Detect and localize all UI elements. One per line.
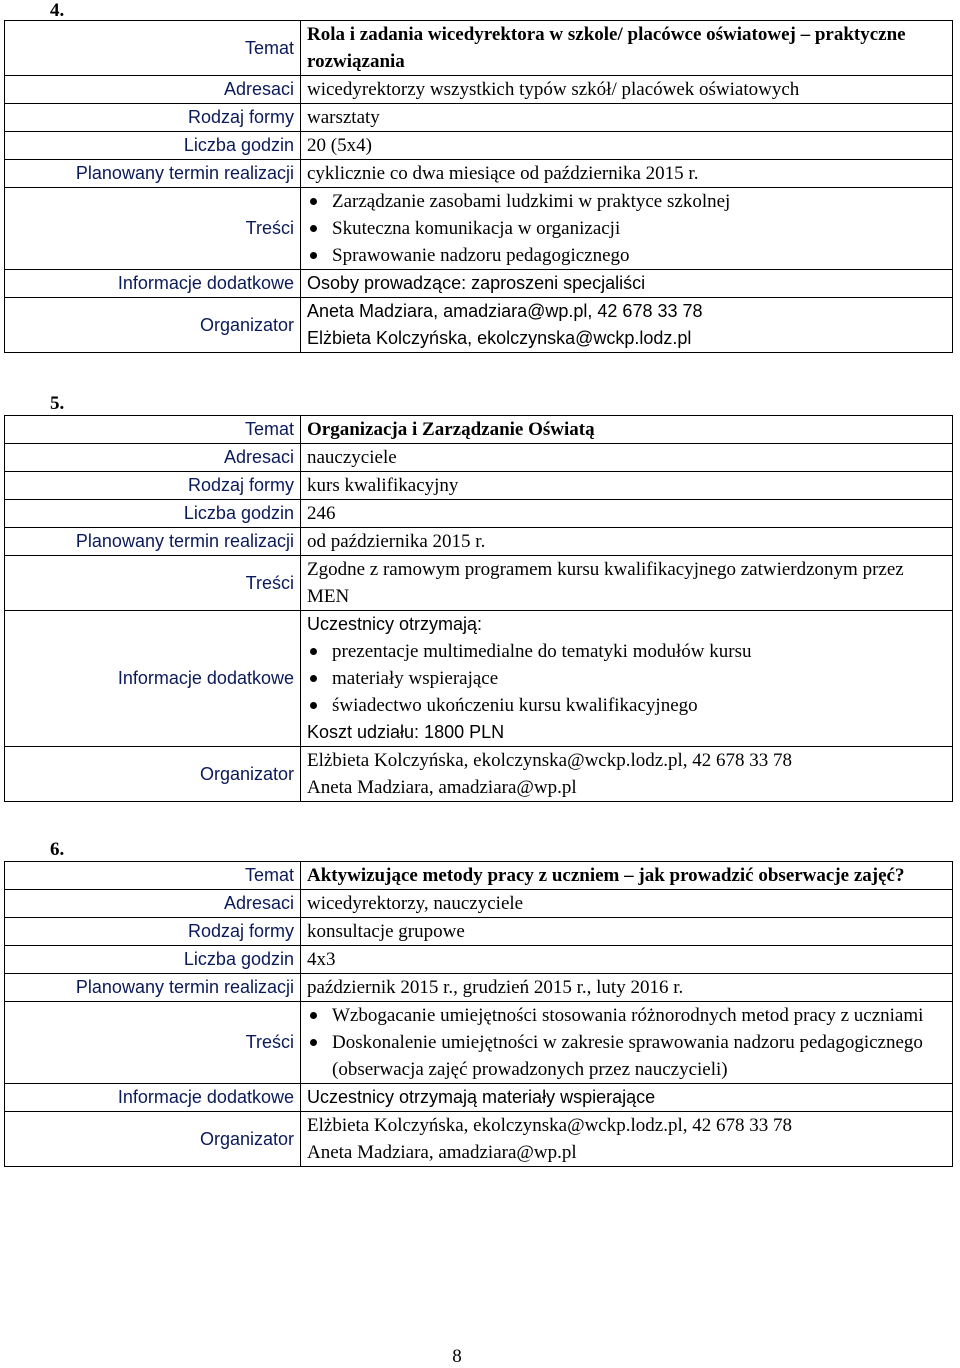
list-item: Sprawowanie nadzoru pedagogicznego [307, 242, 946, 269]
table-row [5, 918, 953, 946]
organizer-line: Aneta Madziara, amadziara@wp.pl, 42 678 33 78 [307, 301, 703, 321]
course-table-4 [4, 20, 953, 353]
table-row [5, 946, 953, 974]
table-row [5, 21, 953, 76]
course-schedule: od października 2015 r. [301, 528, 953, 556]
course-audience: wicedyrektorzy, nauczyciele [301, 890, 953, 918]
organizer-line: Aneta Madziara, amadziara@wp.pl [307, 777, 577, 798]
course-hours: 246 [301, 500, 953, 528]
label-informacje: Informacje dodatkowe [5, 611, 301, 747]
section-number-6: 6. [50, 839, 65, 860]
course-organizer [301, 1112, 953, 1167]
section-number-4: 4. [50, 0, 65, 21]
label-liczba-godzin: Liczba godzin [5, 946, 301, 974]
info-intro: Uczestnicy otrzymają: [307, 614, 483, 634]
label-termin: Planowany termin realizacji [5, 528, 301, 556]
table-row [5, 188, 953, 270]
label-tresci: Treści [5, 1002, 301, 1084]
organizer-line: Aneta Madziara, amadziara@wp.pl [307, 1142, 577, 1163]
course-organizer [301, 298, 953, 353]
table-row [5, 890, 953, 918]
section-number-5: 5. [50, 393, 65, 414]
label-informacje: Informacje dodatkowe [5, 1084, 301, 1112]
table-row [5, 270, 953, 298]
course-form: konsultacje grupowe [301, 918, 953, 946]
list-item: prezentacje multimedialne do tematyki modułów kursu [307, 638, 946, 665]
list-item: Wzbogacanie umiejętności stosowania różnorodnych metod pracy z uczniami [307, 1002, 946, 1029]
course-table-6 [4, 861, 953, 1167]
table-row [5, 1112, 953, 1167]
course-hours: 20 (5x4) [301, 132, 953, 160]
course-form: kurs kwalifikacyjny [301, 472, 953, 500]
page-number: 8 [452, 1346, 462, 1367]
organizer-line: Elżbieta Kolczyńska, ekolczynska@wckp.lodz.pl, 42 678 33 78 [307, 1115, 792, 1136]
label-rodzaj-formy: Rodzaj formy [5, 104, 301, 132]
list-item: Zarządzanie zasobami ludzkimi w praktyce szkolnej [307, 188, 946, 215]
label-temat: Temat [5, 862, 301, 890]
label-rodzaj-formy: Rodzaj formy [5, 472, 301, 500]
table-row [5, 611, 953, 747]
label-organizator: Organizator [5, 298, 301, 353]
course-schedule: październik 2015 r., grudzień 2015 r., luty 2016 r. [301, 974, 953, 1002]
table-row [5, 298, 953, 353]
list-item: Skuteczna komunikacja w organizacji [307, 215, 946, 242]
course-title: Rola i zadania wicedyrektora w szkole/ placówce oświatowej – praktyczne rozwiązania [301, 21, 953, 76]
label-adresaci: Adresaci [5, 76, 301, 104]
label-tresci: Treści [5, 188, 301, 270]
table-row [5, 1084, 953, 1112]
table-row [5, 528, 953, 556]
course-schedule: cyklicznie co dwa miesiące od października 2015 r. [301, 160, 953, 188]
course-organizer [301, 747, 953, 802]
table-row [5, 104, 953, 132]
label-termin: Planowany termin realizacji [5, 160, 301, 188]
course-hours: 4x3 [301, 946, 953, 974]
content-list [307, 1002, 946, 1083]
label-adresaci: Adresaci [5, 890, 301, 918]
organizer-line: Elżbieta Kolczyńska, ekolczynska@wckp.lodz.pl [307, 328, 692, 348]
course-info [301, 611, 953, 747]
label-temat: Temat [5, 416, 301, 444]
table-row [5, 747, 953, 802]
course-form: warsztaty [301, 104, 953, 132]
list-item: świadectwo ukończeniu kursu kwalifikacyjnego [307, 692, 946, 719]
table-row [5, 472, 953, 500]
course-table-5 [4, 415, 953, 802]
table-row [5, 160, 953, 188]
label-organizator: Organizator [5, 1112, 301, 1167]
label-termin: Planowany termin realizacji [5, 974, 301, 1002]
course-audience: nauczyciele [301, 444, 953, 472]
course-info: Uczestnicy otrzymają materiały wspierające [301, 1084, 953, 1112]
label-rodzaj-formy: Rodzaj formy [5, 918, 301, 946]
info-list [307, 638, 946, 719]
course-content: Zgodne z ramowym programem kursu kwalifikacyjnego zatwierdzonym przez MEN [301, 556, 953, 611]
label-liczba-godzin: Liczba godzin [5, 500, 301, 528]
label-liczba-godzin: Liczba godzin [5, 132, 301, 160]
table-row [5, 862, 953, 890]
course-audience: wicedyrektorzy wszystkich typów szkół/ placówek oświatowych [301, 76, 953, 104]
course-content [301, 1002, 953, 1084]
label-organizator: Organizator [5, 747, 301, 802]
course-content [301, 188, 953, 270]
table-row [5, 556, 953, 611]
organizer-line: Elżbieta Kolczyńska, ekolczynska@wckp.lodz.pl, 42 678 33 78 [307, 750, 792, 771]
table-row [5, 416, 953, 444]
content-list [307, 188, 946, 269]
course-title: Aktywizujące metody pracy z uczniem – jak prowadzić obserwacje zajęć? [301, 862, 953, 890]
table-row [5, 132, 953, 160]
table-row [5, 974, 953, 1002]
course-info: Osoby prowadzące: zaproszeni specjaliści [301, 270, 953, 298]
label-informacje: Informacje dodatkowe [5, 270, 301, 298]
table-row [5, 1002, 953, 1084]
info-cost: Koszt udziału: 1800 PLN [307, 722, 505, 742]
label-adresaci: Adresaci [5, 444, 301, 472]
list-item: Doskonalenie umiejętności w zakresie sprawowania nadzoru pedagogicznego (obserwacja zajęć prowadzonych przez nauczycieli) [307, 1029, 946, 1083]
list-item: materiały wspierające [307, 665, 946, 692]
course-title: Organizacja i Zarządzanie Oświatą [301, 416, 953, 444]
table-row [5, 76, 953, 104]
table-row [5, 444, 953, 472]
label-tresci: Treści [5, 556, 301, 611]
label-temat: Temat [5, 21, 301, 76]
table-row [5, 500, 953, 528]
